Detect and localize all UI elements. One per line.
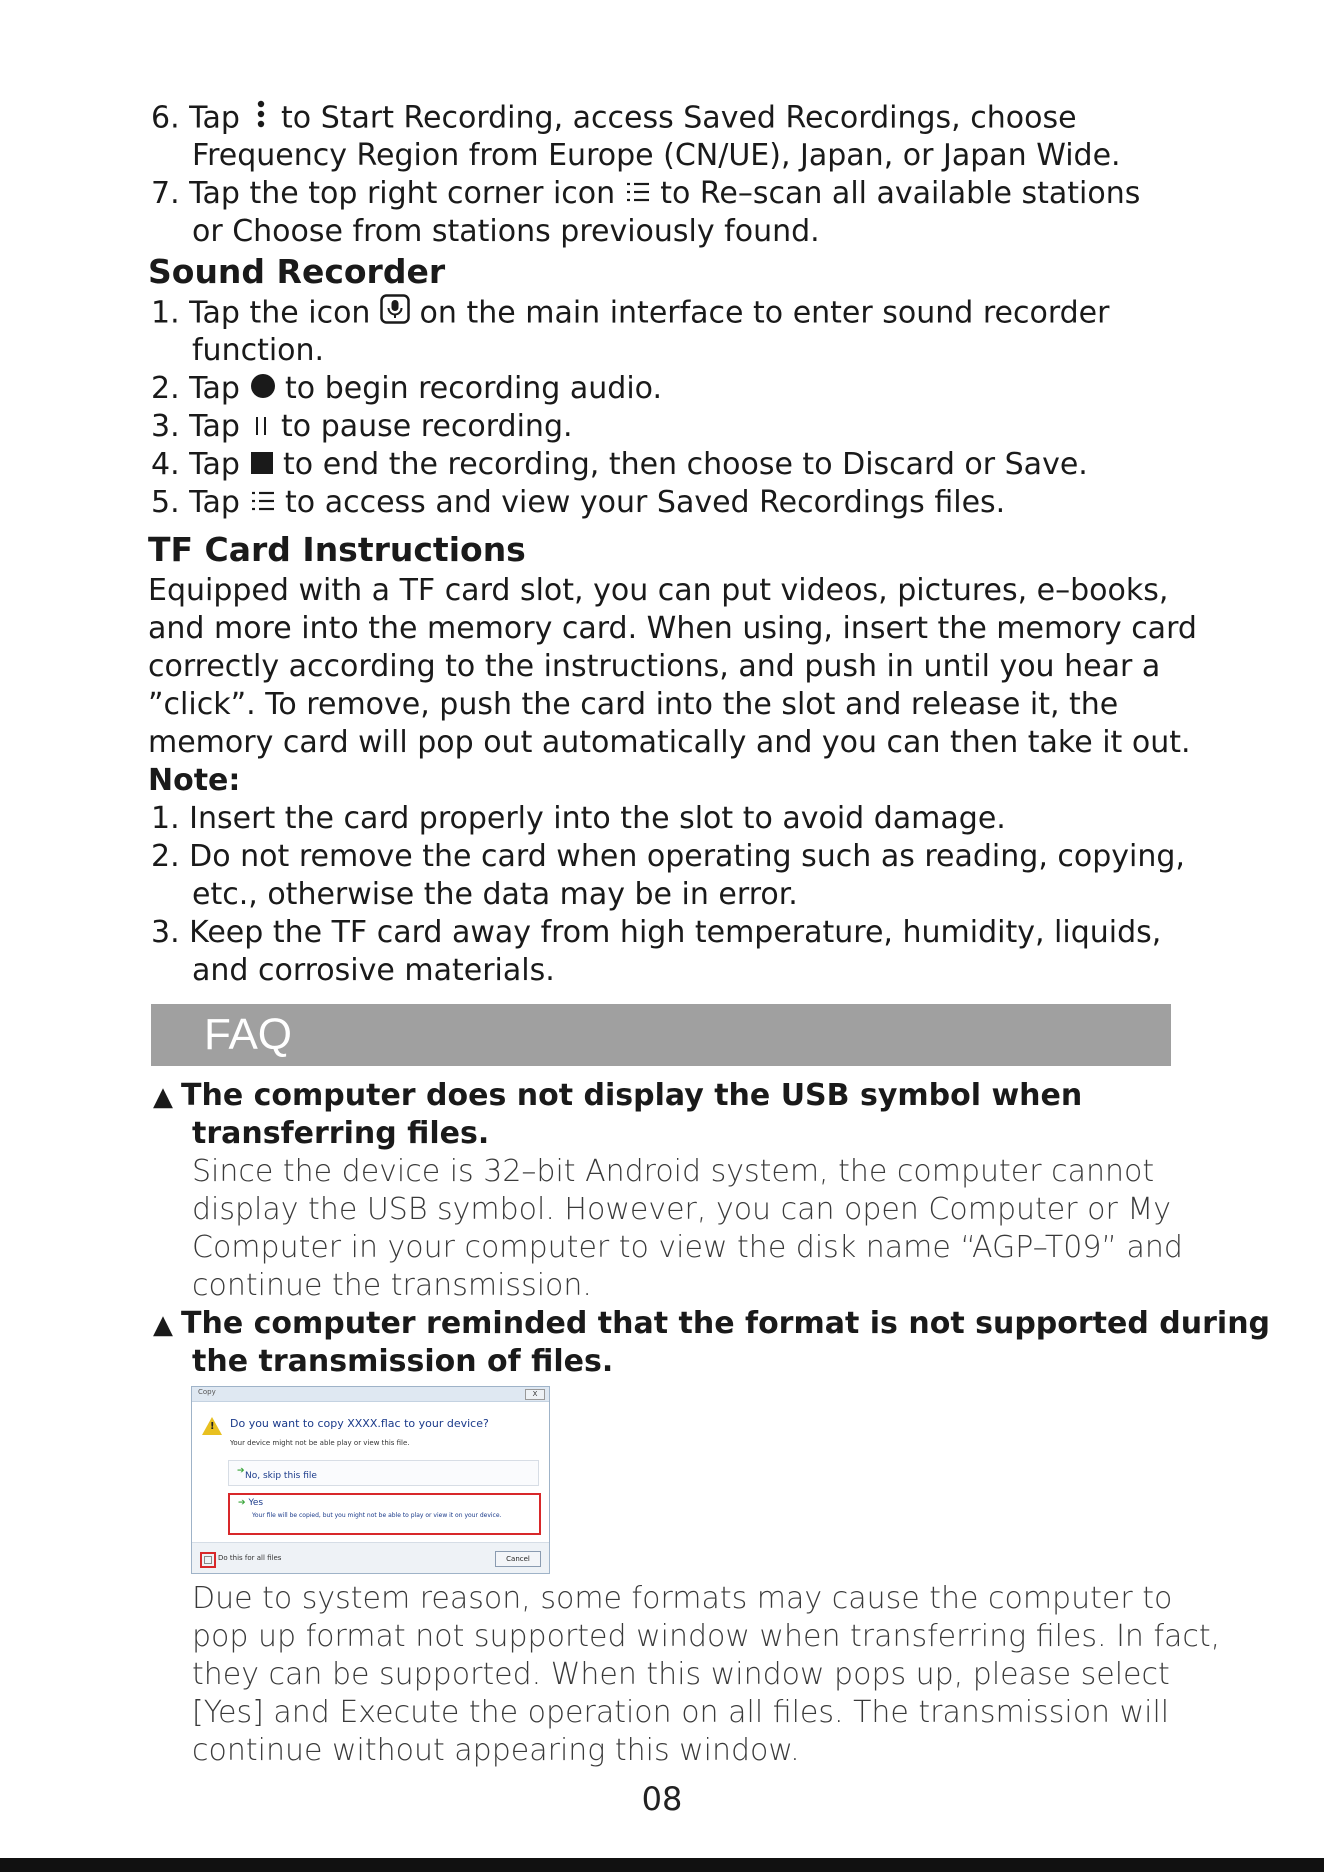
note-item-cont: and corrosive materials.: [192, 953, 555, 988]
microphone-app-icon: [380, 294, 410, 334]
recorder-step-1: 1. Tap the icon on the main interface to enter sound recorder: [151, 294, 1109, 334]
green-arrow-icon: ➔: [237, 1466, 245, 1476]
faq-answer-2-line: [Yes] and Execute the operation on all files. The transmission will: [192, 1695, 1170, 1730]
note-item: 2. Do not remove the card when operating such as reading, copying,: [151, 839, 1185, 874]
faq-answer-1-line: Computer in your computer to view the disk name “AGP–T09” and: [192, 1230, 1183, 1265]
tf-para-line: memory card will pop out automatically and you can then take it out.: [148, 725, 1191, 760]
radio-item-6-cont: Frequency Region from Europe (CN/UE), Japan, or Japan Wide.: [192, 138, 1121, 173]
recorder-step-5: 5. Tap to access and view your Saved Recordings files.: [151, 484, 1005, 523]
radio-item-7: 7. Tap the top right corner icon to Re–scan all available stations: [151, 175, 1140, 214]
faq-answer-2-line: continue without appearing this window.: [192, 1733, 800, 1768]
dialog-subtitle: Your device might not be able play or view this file.: [230, 1439, 410, 1447]
faq-answer-2-line: Due to system reason, some formats may cause the computer to: [192, 1581, 1173, 1616]
note-item: 3. Keep the TF card away from high temperature, humidity, liquids,: [151, 915, 1162, 950]
faq-title: FAQ: [204, 1010, 293, 1059]
faq-question-1: ▲ The computer does not display the USB symbol when: [153, 1078, 1083, 1113]
radio-item-6: 6. Tap to Start Recording, access Saved Recordings, choose: [151, 99, 1077, 139]
list-icon: [625, 176, 651, 214]
warning-icon: !: [202, 1417, 222, 1435]
recorder-step-4: 4. Tap to end the recording, then choose to Discard or Save.: [151, 446, 1088, 485]
dialog-title: Copy: [198, 1388, 216, 1396]
faq-answer-2-line: they can be supported. When this window pops up, please select: [192, 1657, 1170, 1692]
list-icon: [250, 485, 276, 523]
note-label: Note:: [148, 763, 241, 798]
faq-answer-1-line: Since the device is 32–bit Android system, the computer cannot: [192, 1154, 1155, 1189]
dialog-close-button: X: [525, 1389, 545, 1400]
recorder-step-1-cont: function.: [192, 333, 325, 368]
tf-para-line: correctly according to the instructions, and push in until you hear a: [148, 649, 1161, 684]
faq-question-2: ▲ The computer reminded that the format is not supported during: [153, 1306, 1271, 1341]
green-arrow-icon: ➔: [238, 1498, 246, 1508]
more-vertical-icon: [250, 99, 272, 139]
tf-para-line: ”click”. To remove, push the card into the slot and release it, the: [148, 687, 1119, 722]
tf-para-line: and more into the memory card. When using, insert the memory card: [148, 611, 1197, 646]
dialog-checkbox: [200, 1552, 216, 1568]
record-icon: [250, 371, 276, 409]
faq-question-1-cont: transferring files.: [192, 1116, 490, 1151]
note-item-cont: etc., otherwise the data may be in error.: [192, 877, 798, 912]
triangle-bullet-icon: ▲: [153, 1082, 173, 1112]
recorder-step-3: 3. Tap to pause recording.: [151, 408, 573, 447]
faq-answer-2-line: pop up format not supported window when transferring files. In fact,: [192, 1619, 1221, 1654]
dialog-footer: [192, 1542, 549, 1574]
faq-banner: [151, 1004, 1171, 1066]
faq-question-2-cont: the transmission of files.: [192, 1344, 614, 1379]
dialog-option-skip: ➔ No, skip this file: [228, 1460, 539, 1486]
copy-dialog-screenshot: [191, 1386, 550, 1574]
dialog-question: Do you want to copy XXXX.flac to your device?: [230, 1417, 489, 1430]
dialog-titlebar: [192, 1387, 549, 1402]
radio-item-7-cont: or Choose from stations previously found.: [192, 214, 820, 249]
bottom-border: [0, 1858, 1324, 1872]
note-item: 1. Insert the card properly into the slot to avoid damage.: [151, 801, 1006, 836]
faq-answer-1-line: continue the transmission.: [192, 1268, 592, 1303]
faq-answer-1-line: display the USB symbol. However, you can open Computer or My: [192, 1192, 1171, 1227]
page-number: 08: [641, 1780, 683, 1818]
dialog-checkbox-label: Do this for all files: [218, 1554, 282, 1562]
dialog-option-yes-desc: Your file will be copied, but you might not be able to play or view it on your device.: [252, 1512, 502, 1519]
dialog-cancel-button: Cancel: [495, 1551, 541, 1567]
recorder-step-2: 2. Tap to begin recording audio.: [151, 370, 662, 409]
tf-para-line: Equipped with a TF card slot, you can put videos, pictures, e–books,: [148, 573, 1169, 608]
sound-recorder-heading: Sound Recorder: [148, 252, 446, 291]
tf-card-heading: TF Card Instructions: [148, 530, 526, 569]
triangle-bullet-icon: ▲: [153, 1310, 173, 1340]
pause-icon: [250, 409, 272, 447]
dialog-option-yes: ➔ Yes Your file will be copied, but you might not be able to play or view it on your device.: [228, 1493, 541, 1535]
stop-icon: [250, 447, 274, 485]
